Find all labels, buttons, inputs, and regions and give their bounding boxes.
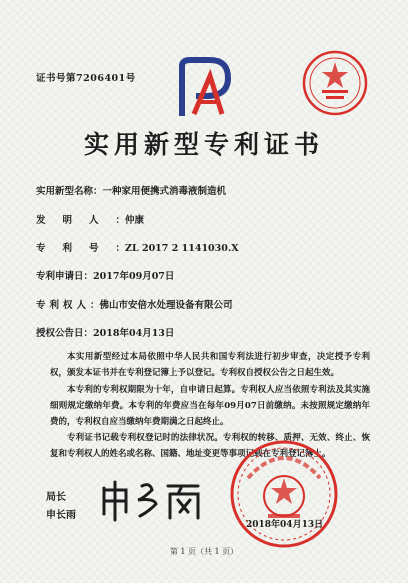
patent-number-value: ZL 2017 2 1141030.X xyxy=(125,243,239,254)
utility-model-name-label: 实用新型名称 xyxy=(36,186,94,197)
grant-date-row: 授权公告日：2018年04月13日 xyxy=(36,325,174,339)
filing-date-row: 专利申请日：2017年09月07日 xyxy=(36,268,174,282)
inventor-value: 仲康 xyxy=(125,215,145,226)
grant-date-label: 授权公告日 xyxy=(36,328,84,339)
certificate-seal-icon xyxy=(300,48,370,118)
handwritten-signature-icon xyxy=(98,478,208,522)
body-paragraph-3: 专利证书记载专利权登记时的法律状况。专利权的转移、质押、无效、终止、恢复和专利权人的姓名或名称、国籍、地址变更等事项记载在专利登记簿上。 xyxy=(50,433,370,459)
signature-name: 申长雨 xyxy=(46,510,76,521)
patent-holder-value: 佛山市安倍水处理设备有限公司 xyxy=(99,300,233,311)
certificate-number: 证书号第7206401号 xyxy=(36,73,136,84)
patent-number-label: 专利号 xyxy=(36,243,116,254)
signature-role-title: 局长 xyxy=(46,492,66,503)
filing-date-value: 2017年09月07日 xyxy=(93,271,175,282)
grant-date-value: 2018年04月13日 xyxy=(93,328,175,339)
patent-holder-row: 专利权人：佛山市安倍水处理设备有限公司 xyxy=(36,297,233,311)
page-footer: 第 1 页（共 1 页） xyxy=(169,547,239,556)
patent-holder-label: 专利权人 xyxy=(36,300,91,311)
body-paragraph-2: 本专利的专利权期限为十年，自申请日起算。专利权人应当依照专利法及其实施细则规定缴纳年费。本专利的年费应当在每年09月07日前缴纳。未按照规定缴纳年费的，专利权自应当缴纳年费期满之日起终止。 xyxy=(50,385,370,427)
utility-model-name-row: 实用新型名称：一种家用便携式消毒液制造机 xyxy=(36,183,226,197)
page-title: 实用新型专利证书 xyxy=(83,130,324,159)
inventor-row: 发明人：仲康 xyxy=(36,212,144,226)
patent-number-row: 专利号：ZL 2017 2 1141030.X xyxy=(36,240,239,254)
patent-office-logo-icon xyxy=(176,56,232,120)
inventor-label: 发明人 xyxy=(36,215,116,226)
filing-date-label: 专利申请日 xyxy=(36,271,84,282)
seal-date: 2018年04月13日 xyxy=(246,520,324,530)
utility-model-name-value: 一种家用便携式消毒液制造机 xyxy=(102,186,227,197)
body-paragraph-1: 本实用新型经过本局依照中华人民共和国专利法进行初步审查，决定授予专利权，颁发本证书并在专利登记簿上予以登记。专利权自授权公告之日起生效。 xyxy=(50,352,370,378)
state-emblem-seal-icon xyxy=(228,438,340,550)
